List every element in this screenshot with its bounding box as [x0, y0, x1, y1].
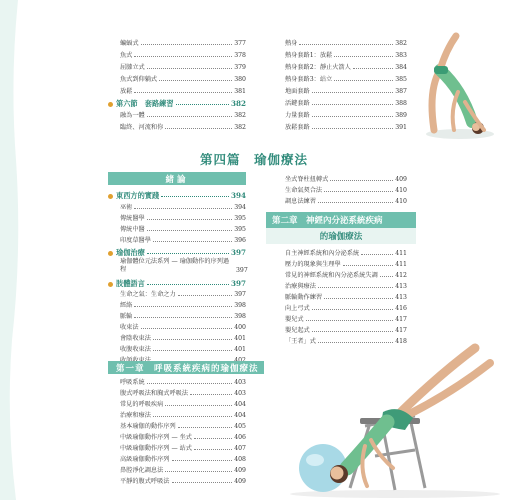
toc-page: 410	[395, 186, 407, 194]
bullet-icon	[108, 282, 113, 287]
toc-row[interactable]	[120, 344, 246, 353]
toc-row[interactable]	[285, 270, 407, 279]
toc-page: 404	[234, 400, 246, 408]
toc-row[interactable]	[120, 202, 246, 211]
toc-title: 呼吸系統	[120, 378, 145, 386]
toc-title: 治療和療法	[120, 411, 151, 419]
toc-row[interactable]	[120, 224, 246, 233]
toc-title: 腹式呼吸法和胸式呼吸法	[120, 389, 189, 397]
toc-title: 魚式	[120, 51, 133, 59]
toc-row[interactable]	[120, 432, 246, 441]
toc-title: 高級瑜伽動作序列	[120, 455, 170, 463]
bullet-icon	[108, 102, 113, 107]
toc-row[interactable]	[120, 465, 246, 474]
toc-page: 382	[395, 39, 407, 47]
toc-title: 平靜的腹式呼吸法	[120, 477, 170, 485]
toc-row[interactable]	[285, 74, 407, 83]
toc-row[interactable]	[285, 196, 407, 205]
toc-page: 379	[234, 63, 246, 71]
toc-row[interactable]	[285, 248, 407, 257]
toc-title: 巫術	[120, 203, 133, 211]
toc-page: 397	[230, 247, 246, 257]
toc-page: 397	[230, 278, 246, 288]
toc-title: 熱身	[285, 39, 298, 47]
toc-page: 384	[395, 63, 407, 71]
toc-title: 鼻腔淨化調息法	[120, 466, 164, 474]
toc-page: 404	[234, 411, 246, 419]
toc-page: 417	[395, 315, 407, 323]
toc-title: 嬰兒起式	[285, 326, 310, 334]
toc-title: 地面套路	[285, 87, 310, 95]
toc-page: 394	[230, 190, 246, 200]
toc-title: 印度草醫學	[120, 236, 151, 244]
toc-page: 409	[395, 175, 407, 183]
toc-title: 向上弓式	[285, 304, 310, 312]
yoga-chair-pose-illustration	[275, 315, 505, 498]
toc-page: 401	[234, 334, 246, 342]
toc-page: 397	[234, 290, 246, 298]
toc-title: 第六節 套路練習	[116, 98, 174, 108]
toc-title: 傳統中醫	[120, 225, 145, 233]
toc-row[interactable]	[120, 454, 246, 463]
toc-row[interactable]	[120, 213, 246, 222]
toc-title: 脈輪	[120, 312, 133, 320]
toc-page: 411	[395, 260, 407, 268]
toc-title: 調息法練習	[285, 197, 316, 205]
part-title: 第四篇 瑜伽療法	[200, 152, 309, 167]
toc-page: 397	[236, 266, 248, 274]
toc-page: 418	[395, 337, 407, 345]
toc-title: 肢體語言	[116, 278, 145, 288]
toc-row[interactable]	[120, 377, 246, 386]
toc-title: 治療與療法	[285, 282, 316, 290]
toc-row[interactable]	[120, 110, 246, 119]
toc-row[interactable]	[285, 62, 407, 71]
toc-row[interactable]	[120, 476, 246, 485]
toc-row[interactable]	[120, 86, 246, 95]
toc-page: 388	[395, 99, 407, 107]
toc-title: 放鬆套路	[285, 123, 310, 131]
toc-page: 387	[395, 87, 407, 95]
toc-title: 常見的呼吸疾病	[120, 400, 164, 408]
toc-row[interactable]	[285, 38, 407, 47]
toc-page: 405	[234, 422, 246, 430]
intro-bar: 緒論	[108, 172, 246, 185]
toc-row[interactable]	[120, 38, 246, 47]
toc-title: 力量套路	[285, 111, 310, 119]
toc-page: 382	[234, 111, 246, 119]
toc-page: 396	[234, 236, 246, 244]
toc-page: 409	[234, 477, 246, 485]
toc-page: 380	[234, 75, 246, 83]
toc-page: 417	[395, 326, 407, 334]
toc-title: 脈輪動作練習	[285, 293, 323, 301]
toc-page: 409	[234, 466, 246, 474]
toc-row[interactable]	[120, 421, 246, 430]
toc-title: 臨終、河流和你	[120, 123, 164, 131]
toc-page: 385	[395, 75, 407, 83]
toc-row[interactable]	[120, 300, 246, 309]
toc-page: 377	[234, 39, 246, 47]
toc-page: 412	[395, 271, 407, 279]
toc-page: 400	[234, 323, 246, 331]
toc-row[interactable]	[120, 388, 246, 397]
toc-section-6[interactable]	[108, 98, 246, 107]
toc-page: 381	[234, 87, 246, 95]
toc-row[interactable]	[120, 410, 246, 419]
toc-title: 東西方的實踐	[116, 190, 160, 200]
toc-page: 382	[230, 98, 246, 108]
toc-page: 383	[395, 51, 407, 59]
toc-row[interactable]	[285, 50, 407, 59]
toc-title: 「王者」式	[285, 337, 316, 345]
toc-row[interactable]	[120, 322, 246, 331]
toc-title: 熱身套路2：靜止火箭人	[285, 63, 351, 71]
toc-title: 魚式到仰躺式	[120, 75, 158, 83]
toc-title: 蝙蝠式	[120, 39, 139, 47]
toc-page: 382	[234, 123, 246, 131]
toc-row[interactable]	[120, 50, 246, 59]
toc-page: 411	[395, 249, 407, 257]
toc-title: 收束法	[120, 323, 139, 331]
toc-row[interactable]	[285, 281, 407, 290]
toc-page: 389	[395, 111, 407, 119]
toc-page: 403	[234, 389, 246, 397]
toc-row[interactable]	[285, 303, 407, 312]
toc-page: 395	[234, 225, 246, 233]
toc-page: 398	[234, 312, 246, 320]
toc-section-yoga-therapy[interactable]	[108, 247, 246, 256]
page-edge-decoration	[0, 0, 22, 500]
toc-title: 瑜伽治療	[116, 247, 145, 257]
toc-row[interactable]	[285, 292, 407, 301]
toc-title: 中級瑜伽動作序列 — 站式	[120, 444, 192, 452]
toc-title: 融為一體	[120, 111, 145, 119]
toc-title: 瑜伽體位元法系列 — 瑜伽動作的序列過程	[120, 257, 230, 273]
toc-title: 生命氣契合法	[285, 186, 323, 194]
yoga-pose-illustration-top	[410, 30, 500, 140]
toc-row[interactable]	[120, 235, 246, 244]
toc-row[interactable]	[120, 399, 246, 408]
toc-title: 傳統醫學	[120, 214, 145, 222]
toc-page: 408	[234, 455, 246, 463]
toc-row[interactable]	[285, 174, 407, 183]
toc-title: 坐式脊柱扭轉式	[285, 175, 329, 183]
toc-section-east-west[interactable]	[108, 190, 246, 199]
toc-row[interactable]	[120, 443, 246, 452]
toc-page: 413	[395, 282, 407, 290]
toc-title: 經絡	[120, 301, 133, 309]
toc-page: 406	[234, 433, 246, 441]
chapter-2-title-line2: 的瑜伽療法	[266, 228, 416, 244]
toc-row[interactable]	[285, 110, 407, 119]
toc-title: 生命之氣：生命之力	[120, 290, 176, 298]
toc-title: 熱身套路3：站立	[285, 75, 333, 83]
toc-title: 熱身套路1：放鬆	[285, 51, 333, 59]
toc-row[interactable]	[120, 62, 246, 71]
toc-page: 407	[234, 444, 246, 452]
toc-title: 中級瑜伽動作序列 — 坐式	[120, 433, 192, 441]
toc-row[interactable]	[120, 74, 246, 83]
toc-title: 會陰收束法	[120, 334, 151, 342]
toc-page: 403	[234, 378, 246, 386]
toc-title: 壓力的現象與生理學	[285, 260, 341, 268]
toc-row[interactable]	[120, 333, 246, 342]
toc-title: 放鬆	[120, 87, 133, 95]
toc-row[interactable]	[285, 86, 407, 95]
chapter-1-bar: 第一章 呼吸系統疾病的瑜伽療法	[108, 361, 264, 374]
bullet-icon	[108, 194, 113, 199]
toc-row[interactable]	[120, 289, 246, 298]
toc-page: 395	[234, 214, 246, 222]
toc-row[interactable]	[285, 259, 407, 268]
chapter-2-title-line1: 第二章 神經內分泌系統疾病	[266, 212, 416, 228]
toc-title: 常見的神經系統和內分泌系統失調	[285, 271, 378, 279]
toc-title: 收腹收束法	[120, 345, 151, 353]
toc-row[interactable]	[120, 122, 246, 131]
toc-row[interactable]	[120, 311, 246, 320]
bullet-icon	[108, 251, 113, 256]
toc-row[interactable]	[120, 258, 246, 274]
toc-title: 自主神經系統和內分泌系統	[285, 249, 360, 257]
toc-page: 416	[395, 304, 407, 312]
toc-row[interactable]	[285, 98, 407, 107]
toc-row[interactable]	[285, 185, 407, 194]
toc-title: 嬰兒式	[285, 315, 304, 323]
toc-page: 378	[234, 51, 246, 59]
toc-page: 401	[234, 345, 246, 353]
toc-title: 基本瑜伽的動作序列	[120, 422, 176, 430]
toc-title: 活鍵套路	[285, 99, 310, 107]
toc-title: 屈膝立式	[120, 63, 145, 71]
toc-page: 398	[234, 301, 246, 309]
chapter-2-header	[266, 212, 416, 244]
toc-section-body-language[interactable]	[108, 278, 246, 287]
toc-page: 410	[395, 197, 407, 205]
toc-row[interactable]	[285, 122, 407, 131]
toc-page: 394	[234, 203, 246, 211]
toc-page: 413	[395, 293, 407, 301]
toc-page: 391	[395, 123, 407, 131]
